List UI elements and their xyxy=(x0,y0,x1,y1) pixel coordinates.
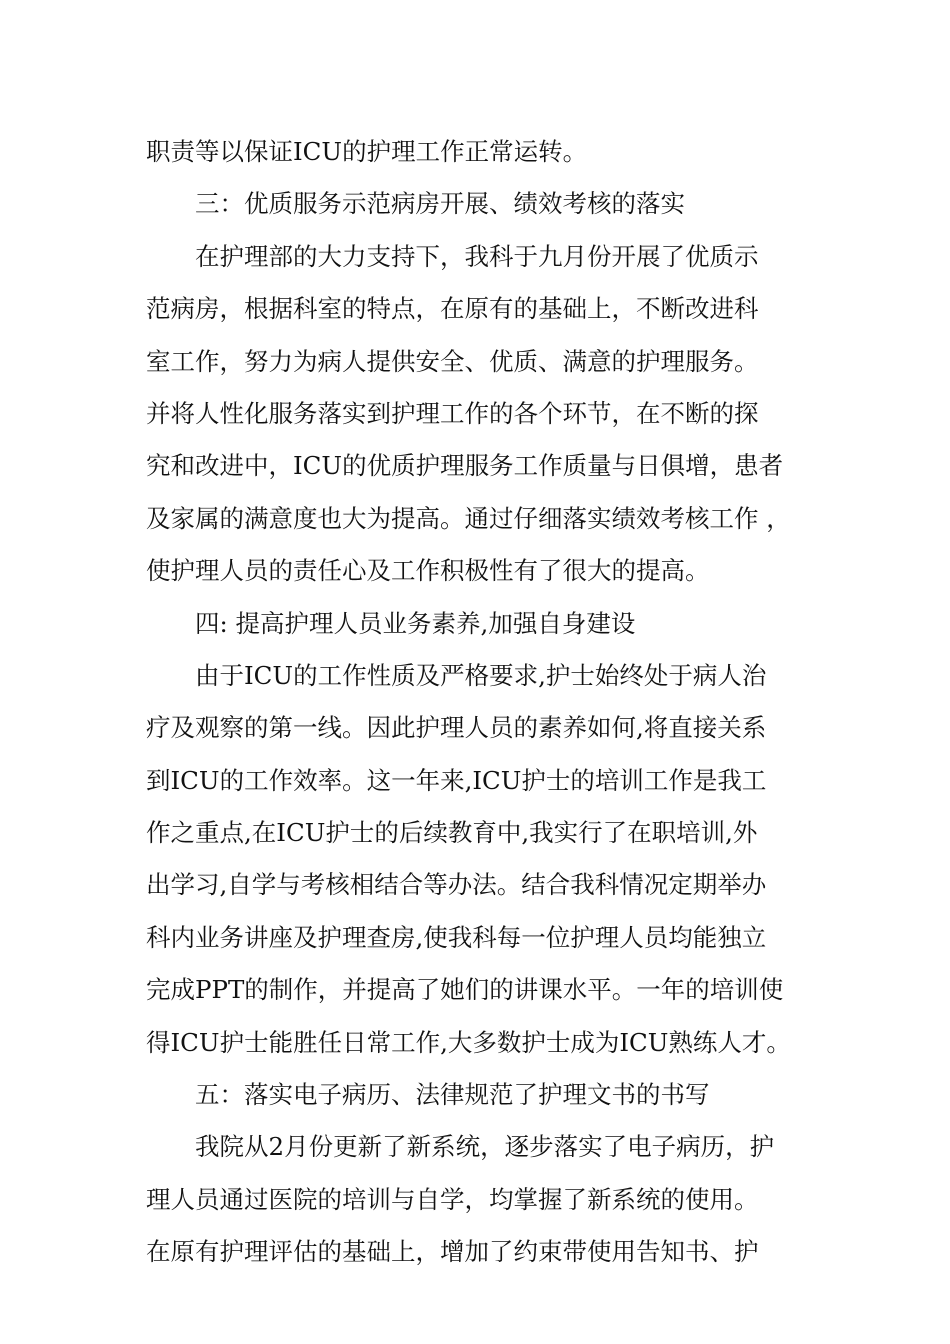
body-line: 得ICU护士能胜任日常工作,大多数护士成为ICU熟练人才。 xyxy=(146,1027,791,1057)
body-line: 职责等以保证ICU的护理工作正常运转。 xyxy=(146,137,588,166)
body-line: 在护理部的大力支持下，我科于九月份开展了优质示 xyxy=(195,241,759,271)
body-line: 究和改进中，ICU的优质护理服务工作质量与日俱增，患者 xyxy=(146,451,784,481)
body-line: 并将人性化服务落实到护理工作的各个环节，在不断的探 xyxy=(146,398,759,428)
body-line: 理人员通过医院的培训与自学，均掌握了新系统的使用。 xyxy=(146,1184,759,1214)
section-heading: 三：优质服务示范病房开展、绩效考核的落实 xyxy=(195,189,685,219)
body-line: 范病房，根据科室的特点，在原有的基础上，不断改进科 xyxy=(146,294,759,324)
body-line: 使护理人员的责任心及工作积极性有了很大的提高。 xyxy=(146,556,710,586)
body-line: 我院从2月份更新了新系统，逐步落实了电子病历，护 xyxy=(195,1132,775,1162)
section-heading: 四: 提高护理人员业务素养,加强自身建设 xyxy=(195,608,636,638)
body-line: 科内业务讲座及护理查房,使我科每一位护理人员均能独立 xyxy=(146,922,767,952)
body-line: 完成PPT的制作，并提高了她们的讲课水平。一年的培训使 xyxy=(146,975,784,1005)
body-line: 作之重点,在ICU护士的后续教育中,我实行了在职培训,外 xyxy=(146,818,758,848)
body-line: 在原有护理评估的基础上，增加了约束带使用告知书、护 xyxy=(146,1237,759,1267)
body-line: 室工作，努力为病人提供安全、优质、满意的护理服务。 xyxy=(146,346,759,376)
body-line: 由于ICU的工作性质及严格要求,护士始终处于病人治 xyxy=(195,660,767,690)
body-line: 疗及观察的第一线。因此护理人员的素养如何,将直接关系 xyxy=(146,713,767,743)
section-heading: 五：落实电子病历、法律规范了护理文书的书写 xyxy=(195,1080,710,1110)
body-line: 及家属的满意度也大为提高。通过仔细落实绩效考核工作 ， xyxy=(146,503,791,533)
body-line: 到ICU的工作效率。这一年来,ICU护士的培训工作是我工 xyxy=(146,765,767,795)
document-body xyxy=(146,126,816,1279)
body-line: 出学习,自学与考核相结合等办法。结合我科情况定期举办 xyxy=(146,870,767,900)
